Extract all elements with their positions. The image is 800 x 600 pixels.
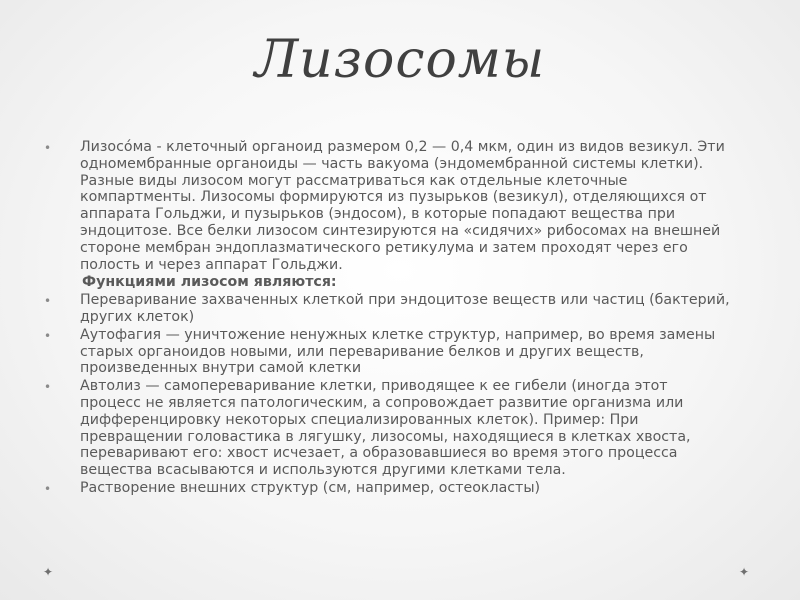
corner-ornament-icon: ✦ [738, 565, 750, 579]
functions-subheading: Функциями лизосом являются: [82, 274, 337, 291]
bullet-item-function-4 [42, 480, 732, 497]
bullet-text: Переваривание захваченных клеткой при эндоцитозе веществ или частиц (бактерий, других клеток) [80, 292, 730, 325]
bullet-icon: • [44, 380, 52, 395]
bullet-icon: • [44, 141, 52, 155]
slide-title: Лизосомы [254, 30, 546, 90]
bullet-item-function-1 [42, 292, 732, 326]
bullet-text: Автолиз — самопереваривание клетки, приводящее к ее гибели (иногда этот процесс не является патологическим, а сопровождает развитие организма или дифференцировку некоторых специализированных клеток). Пример: При превращении головастика в лягушку, лизосомы, находящиеся в клетках хвоста, переваривают его: хвост исчезает, а образовавшиеся во время этого процесса вещества всасываются и используются другими клетками тела. [80, 378, 691, 479]
bullet-icon: • [44, 481, 52, 496]
bullet-icon: • [44, 294, 52, 309]
bullet-icon: • [44, 328, 52, 343]
bullet-item-function-3 [42, 378, 732, 479]
bullet-item-function-2 [42, 327, 732, 377]
bullet-text: Аутофагия — уничтожение ненужных клетке структур, например, во время замены старых органоидов новыми, или переваривание белков и других веществ, произведенных внутри самой клетки [80, 326, 716, 377]
corner-ornament-icon: ✦ [42, 565, 54, 579]
slide-content [42, 139, 732, 498]
bullet-item-intro [42, 139, 732, 273]
bullet-text: Растворение внешних структур (см, например, остеокласты) [80, 479, 541, 496]
bullet-text: Лизосóма - клеточный органоид размером 0,2 — 0,4 мкм, один из видов везикул. Эти одномембранные органоиды — часть вакуома (эндомембранной системы клетки). Разные виды лизосом могут рассматриваться как отдельные клеточные компартменты. Лизосомы формируются из пузырьков (везикул), отделяющихся от аппарата Гольджи, и пузырьков (эндосом), в которые попадают вещества при эндоцитозе. Все белки лизосом синтезируются на «сидячих» рибосомах на внешней стороне мембран эндоплазматического ретикулума и затем проходят через его полость и через аппарат Гольджи. [80, 139, 725, 273]
